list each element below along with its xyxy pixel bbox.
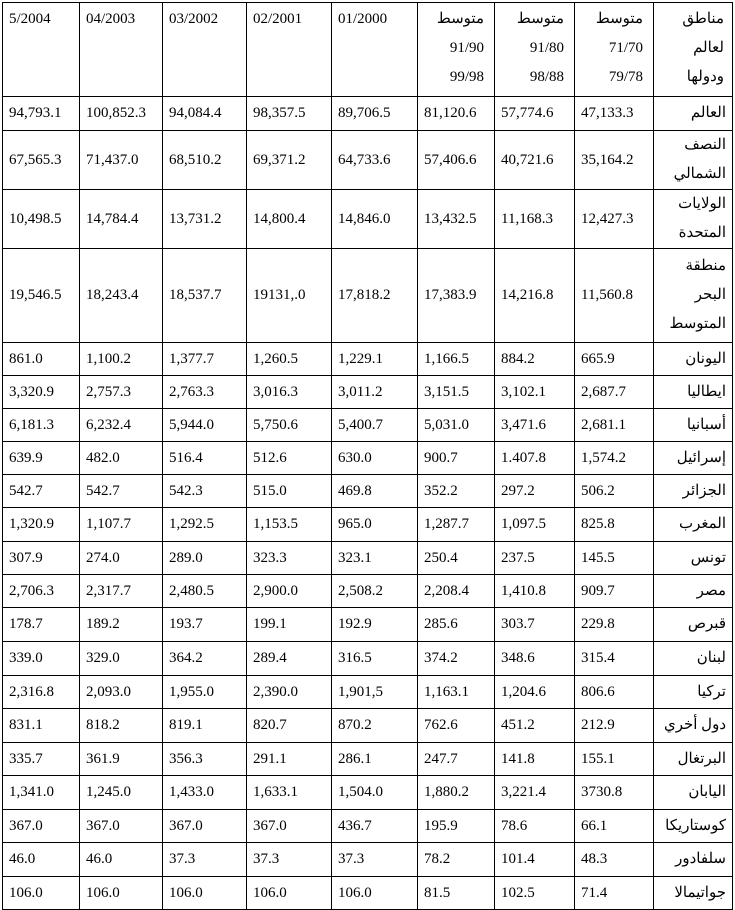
table-cell: 178.7 (3, 608, 80, 642)
region-name: ايطاليا (687, 383, 726, 400)
table-row (3, 877, 733, 910)
table-cell: 1,504.0 (332, 776, 418, 810)
table-cell: 289.4 (247, 642, 332, 676)
table-cell: 870.2 (332, 709, 418, 743)
table-cell: 1,955.0 (163, 676, 247, 709)
region-cell (654, 508, 733, 542)
table-cell: 542.7 (80, 475, 163, 508)
table-row (3, 542, 733, 575)
table-cell: 78.6 (495, 810, 575, 843)
data-table (2, 2, 733, 910)
table-cell: 1,097.5 (495, 508, 575, 542)
region-cell (654, 676, 733, 709)
table-cell: 819.1 (163, 709, 247, 743)
table-row (3, 190, 733, 249)
table-cell: 81,120.6 (418, 97, 495, 131)
table-cell: 1,633.1 (247, 776, 332, 810)
table-cell: 11,560.8 (575, 249, 654, 343)
header-average (495, 3, 575, 97)
table-cell: 1,901,5 (332, 676, 418, 709)
table-row (3, 376, 733, 409)
table-cell: 1,377.7 (163, 343, 247, 376)
table-cell: 189.2 (80, 608, 163, 642)
table-cell: 100,852.3 (80, 97, 163, 131)
table-cell: 2,480.5 (163, 575, 247, 608)
region-name: جواتيمالا (674, 884, 726, 901)
table-cell: 1,163.1 (418, 676, 495, 709)
table-cell: 361.9 (80, 743, 163, 776)
table-cell: 291.1 (247, 743, 332, 776)
table-cell: 46.0 (3, 843, 80, 877)
table-cell: 17,818.2 (332, 249, 418, 343)
header-average-range: 98/88 (529, 69, 564, 85)
region-cell (654, 776, 733, 810)
table-cell: 303.7 (495, 608, 575, 642)
header-average-label: متوسط (595, 11, 643, 27)
region-name: قبرص (687, 616, 726, 632)
table-cell: 106.0 (3, 877, 80, 910)
region-name: تونس (690, 549, 726, 566)
table-cell: 247.7 (418, 743, 495, 776)
table-cell: 106.0 (332, 877, 418, 910)
region-name: دول أخري (663, 717, 726, 733)
table-row (3, 97, 733, 131)
header-region-line: لعالم (693, 40, 724, 56)
table-cell: 516.4 (163, 442, 247, 475)
table-cell: 3730.8 (575, 776, 654, 810)
region-cell (654, 575, 733, 608)
table-cell: 285.6 (418, 608, 495, 642)
table-cell: 106.0 (80, 877, 163, 910)
table-cell: 364.2 (163, 642, 247, 676)
table-cell: 542.3 (163, 475, 247, 508)
table-cell: 89,706.5 (332, 97, 418, 131)
table-cell: 14,784.4 (80, 190, 163, 249)
region-name: البرتغال (677, 750, 726, 767)
table-cell: 820.7 (247, 709, 332, 743)
table-cell: 12,427.3 (575, 190, 654, 249)
table-cell: 1,204.6 (495, 676, 575, 709)
table-cell: 1.407.8 (495, 442, 575, 475)
table-cell: 451.2 (495, 709, 575, 743)
header-average-range: 91/80 (529, 40, 564, 56)
region-name: كوستاريكا (665, 817, 726, 834)
table-cell: 1,880.2 (418, 776, 495, 810)
table-cell: 2,316.8 (3, 676, 80, 709)
header-region-line: مناطق (682, 11, 724, 27)
table-cell: 3,221.4 (495, 776, 575, 810)
table-container (2, 2, 733, 910)
table-cell: 67,565.3 (3, 131, 80, 190)
table-cell: 1,341.0 (3, 776, 80, 810)
table-row (3, 776, 733, 810)
table-cell: 1,320.9 (3, 508, 80, 542)
region-cell (654, 810, 733, 843)
header-year-label: 04/2003 (86, 11, 136, 27)
table-cell: 81.5 (418, 877, 495, 910)
table-cell: 482.0 (80, 442, 163, 475)
region-cell (654, 608, 733, 642)
region-cell (654, 843, 733, 877)
table-cell: 40,721.6 (495, 131, 575, 190)
table-cell: 1,229.1 (332, 343, 418, 376)
table-cell: 506.2 (575, 475, 654, 508)
region-name: اليونان (685, 350, 726, 367)
header-average-range: 91/90 (449, 40, 484, 56)
table-cell: 71.4 (575, 877, 654, 910)
table-cell: 78.2 (418, 843, 495, 877)
table-cell: 1,574.2 (575, 442, 654, 475)
table-cell: 861.0 (3, 343, 80, 376)
region-name: لبنان (696, 650, 726, 666)
table-cell: 192.9 (332, 608, 418, 642)
table-cell: 3,011.2 (332, 376, 418, 409)
table-cell: 329.0 (80, 642, 163, 676)
table-cell: 323.3 (247, 542, 332, 575)
region-cell (654, 249, 733, 343)
table-cell: 46.0 (80, 843, 163, 877)
table-cell: 6,181.3 (3, 409, 80, 442)
header-year (247, 3, 332, 97)
table-cell: 542.7 (3, 475, 80, 508)
table-cell: 195.9 (418, 810, 495, 843)
table-cell: 762.6 (418, 709, 495, 743)
table-cell: 818.2 (80, 709, 163, 743)
table-cell: 1,410.8 (495, 575, 575, 608)
table-row (3, 508, 733, 542)
table-cell: 1,245.0 (80, 776, 163, 810)
region-cell (654, 709, 733, 743)
region-name: الولايات (678, 196, 726, 212)
table-cell: 352.2 (418, 475, 495, 508)
region-cell (654, 877, 733, 910)
table-cell: 3,016.3 (247, 376, 332, 409)
table-cell: 101.4 (495, 843, 575, 877)
table-cell: 10,498.5 (3, 190, 80, 249)
header-year (3, 3, 80, 97)
region-name: البحر (694, 287, 726, 303)
table-cell: 2,508.2 (332, 575, 418, 608)
header-year-label: 03/2002 (169, 11, 219, 27)
table-cell: 1,166.5 (418, 343, 495, 376)
table-cell: 831.1 (3, 709, 80, 743)
table-cell: 1,433.0 (163, 776, 247, 810)
region-cell (654, 131, 733, 190)
table-row (3, 409, 733, 442)
table-cell: 5,400.7 (332, 409, 418, 442)
region-name: العالم (690, 105, 726, 121)
table-cell: 2,317.7 (80, 575, 163, 608)
table-cell: 71,437.0 (80, 131, 163, 190)
table-cell: 2,763.3 (163, 376, 247, 409)
table-cell: 356.3 (163, 743, 247, 776)
table-cell: 825.8 (575, 508, 654, 542)
table-cell: 1,292.5 (163, 508, 247, 542)
table-cell: 17,383.9 (418, 249, 495, 343)
table-cell: 37.3 (163, 843, 247, 877)
region-name: إسرائيل (676, 449, 726, 466)
table-cell: 106.0 (163, 877, 247, 910)
region-cell (654, 743, 733, 776)
table-cell: 14,216.8 (495, 249, 575, 343)
table-cell: 94,793.1 (3, 97, 80, 131)
table-cell: 66.1 (575, 810, 654, 843)
header-year-label: 5/2004 (9, 11, 51, 27)
table-cell: 5,944.0 (163, 409, 247, 442)
table-cell: 1,153.5 (247, 508, 332, 542)
table-cell: 367.0 (247, 810, 332, 843)
table-row (3, 343, 733, 376)
header-year-label: 02/2001 (253, 11, 303, 27)
table-cell: 5,031.0 (418, 409, 495, 442)
table-row (3, 131, 733, 190)
table-cell: 106.0 (247, 877, 332, 910)
header-region-line: ودولها (686, 69, 724, 85)
header-average-range: 79/78 (608, 69, 643, 85)
table-cell: 307.9 (3, 542, 80, 575)
table-row (3, 642, 733, 676)
table-cell: 5,750.6 (247, 409, 332, 442)
region-cell (654, 190, 733, 249)
table-cell: 339.0 (3, 642, 80, 676)
table-cell: 884.2 (495, 343, 575, 376)
header-average (575, 3, 654, 97)
region-name: مصر (696, 582, 726, 599)
region-name: تركيا (697, 683, 726, 700)
region-name: النصف (684, 137, 726, 153)
table-cell: 14,846.0 (332, 190, 418, 249)
table-cell: 68,510.2 (163, 131, 247, 190)
table-cell: 900.7 (418, 442, 495, 475)
table-cell: 630.0 (332, 442, 418, 475)
table-cell: 335.7 (3, 743, 80, 776)
header-average-label: متوسط (516, 11, 564, 27)
table-cell: 512.6 (247, 442, 332, 475)
table-cell: 145.5 (575, 542, 654, 575)
header-average-range: 71/70 (608, 40, 643, 56)
table-cell: 469.8 (332, 475, 418, 508)
table-cell: 3,102.1 (495, 376, 575, 409)
table-cell: 13,731.2 (163, 190, 247, 249)
region-cell (654, 97, 733, 131)
region-cell (654, 475, 733, 508)
header-row (3, 3, 733, 97)
region-cell (654, 343, 733, 376)
header-year (163, 3, 247, 97)
table-cell: 909.7 (575, 575, 654, 608)
table-cell: 155.1 (575, 743, 654, 776)
table-cell: 2,093.0 (80, 676, 163, 709)
table-cell: 229.8 (575, 608, 654, 642)
table-cell: 1,287.7 (418, 508, 495, 542)
table-cell: 2,208.4 (418, 575, 495, 608)
table-row (3, 249, 733, 343)
header-average-range: 99/98 (449, 69, 484, 85)
region-name: المغرب (678, 516, 726, 532)
table-cell: 2,687.7 (575, 376, 654, 409)
table-row (3, 810, 733, 843)
table-cell: 18,243.4 (80, 249, 163, 343)
table-row (3, 475, 733, 508)
region-cell (654, 376, 733, 409)
region-cell (654, 642, 733, 676)
table-cell: 323.1 (332, 542, 418, 575)
table-cell: 69,371.2 (247, 131, 332, 190)
table-row (3, 676, 733, 709)
table-cell: 1,107.7 (80, 508, 163, 542)
table-cell: 665.9 (575, 343, 654, 376)
table-cell: 965.0 (332, 508, 418, 542)
region-cell (654, 442, 733, 475)
table-cell: 193.7 (163, 608, 247, 642)
table-cell: 639.9 (3, 442, 80, 475)
table-row (3, 743, 733, 776)
table-cell: 19,546.5 (3, 249, 80, 343)
table-cell: 2,681.1 (575, 409, 654, 442)
table-cell: 2,757.3 (80, 376, 163, 409)
table-cell: 2,706.3 (3, 575, 80, 608)
table-cell: 6,232.4 (80, 409, 163, 442)
table-cell: 199.1 (247, 608, 332, 642)
table-cell: 141.8 (495, 743, 575, 776)
table-cell: 102.5 (495, 877, 575, 910)
table-cell: 57,774.6 (495, 97, 575, 131)
region-cell (654, 409, 733, 442)
table-row (3, 709, 733, 743)
table-cell: 13,432.5 (418, 190, 495, 249)
table-cell: 367.0 (80, 810, 163, 843)
region-cell (654, 542, 733, 575)
header-region (654, 3, 733, 97)
table-cell: 37.3 (247, 843, 332, 877)
header-year (332, 3, 418, 97)
table-cell: 297.2 (495, 475, 575, 508)
header-average-label: متوسط (436, 11, 484, 27)
table-cell: 316.5 (332, 642, 418, 676)
table-cell: 35,164.2 (575, 131, 654, 190)
table-cell: 11,168.3 (495, 190, 575, 249)
table-cell: 1,100.2 (80, 343, 163, 376)
table-row (3, 442, 733, 475)
table-cell: 18,537.7 (163, 249, 247, 343)
table-cell: 48.3 (575, 843, 654, 877)
region-name: المتحدة (678, 225, 726, 241)
table-cell: 98,357.5 (247, 97, 332, 131)
header-year (80, 3, 163, 97)
table-cell: 212.9 (575, 709, 654, 743)
table-row (3, 843, 733, 877)
table-cell: 806.6 (575, 676, 654, 709)
region-name: الشمالي (673, 166, 726, 182)
table-cell: 3,471.6 (495, 409, 575, 442)
header-average (418, 3, 495, 97)
region-name: سلفادور (675, 851, 726, 867)
table-cell: 19131,.0 (247, 249, 332, 343)
table-cell: 3,151.5 (418, 376, 495, 409)
table-cell: 14,800.4 (247, 190, 332, 249)
table-cell: 47,133.3 (575, 97, 654, 131)
region-name: اليابان (688, 784, 726, 800)
table-cell: 237.5 (495, 542, 575, 575)
region-name: الجزائر (682, 482, 726, 499)
region-name: أسبانيا (686, 416, 726, 433)
table-cell: 436.7 (332, 810, 418, 843)
table-cell: 64,733.6 (332, 131, 418, 190)
table-cell: 2,900.0 (247, 575, 332, 608)
table-cell: 286.1 (332, 743, 418, 776)
table-cell: 274.0 (80, 542, 163, 575)
table-row (3, 608, 733, 642)
table-cell: 315.4 (575, 642, 654, 676)
table-cell: 367.0 (163, 810, 247, 843)
table-cell: 367.0 (3, 810, 80, 843)
table-cell: 374.2 (418, 642, 495, 676)
table-cell: 250.4 (418, 542, 495, 575)
table-cell: 289.0 (163, 542, 247, 575)
region-name: المتوسط (669, 316, 726, 332)
table-cell: 348.6 (495, 642, 575, 676)
table-cell: 37.3 (332, 843, 418, 877)
table-cell: 2,390.0 (247, 676, 332, 709)
table-cell: 1,260.5 (247, 343, 332, 376)
table-cell: 3,320.9 (3, 376, 80, 409)
table-row (3, 575, 733, 608)
header-year-label: 01/2000 (338, 11, 388, 27)
table-cell: 94,084.4 (163, 97, 247, 131)
table-cell: 515.0 (247, 475, 332, 508)
region-name: منطقة (685, 258, 726, 274)
table-cell: 57,406.6 (418, 131, 495, 190)
